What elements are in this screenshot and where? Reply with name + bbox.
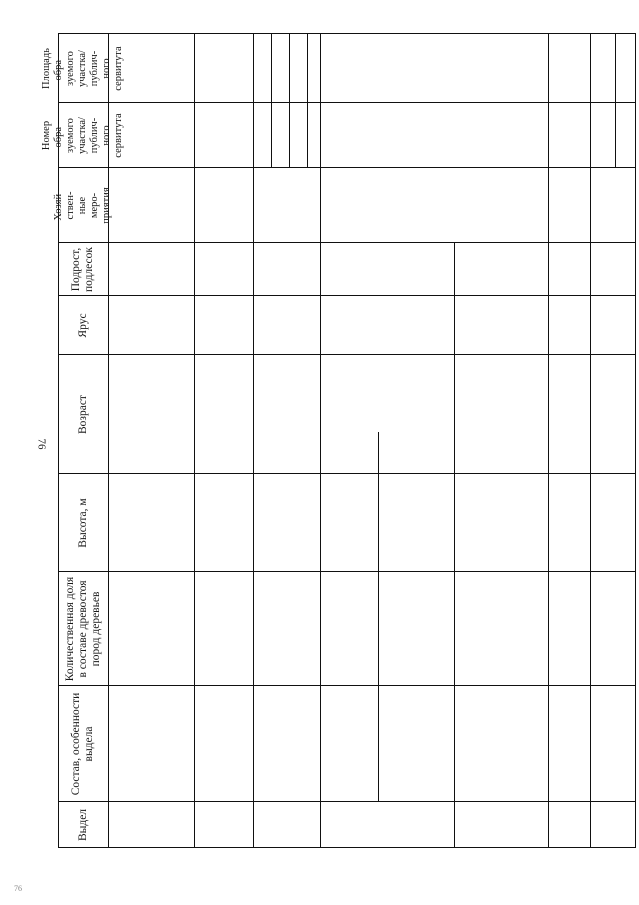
header-dolya: Количественная доля в составе древостоя пород деревьев xyxy=(63,576,102,682)
corner-mark: 76 xyxy=(14,884,22,893)
header-vydel: Выдел xyxy=(76,808,89,842)
header-sostav: Состав, особенности выдела xyxy=(70,692,95,796)
header-vysota: Высота, м xyxy=(76,498,89,548)
header-vozrast: Возраст xyxy=(76,395,89,434)
header-podrost: Подрост, подлесок xyxy=(70,247,95,292)
header-yarus: Ярус xyxy=(76,313,89,338)
header-nomer: Номер обра- зуемого участка/ публич- ного сервитута xyxy=(41,113,124,158)
header-meropriyatiya: Хозяй- ствен- ные меро- приятия xyxy=(53,187,112,224)
page-number: 76 xyxy=(35,438,48,450)
header-ploshad: Площадь обра- зуемого участка/ публич- ного сервитута xyxy=(41,46,124,91)
